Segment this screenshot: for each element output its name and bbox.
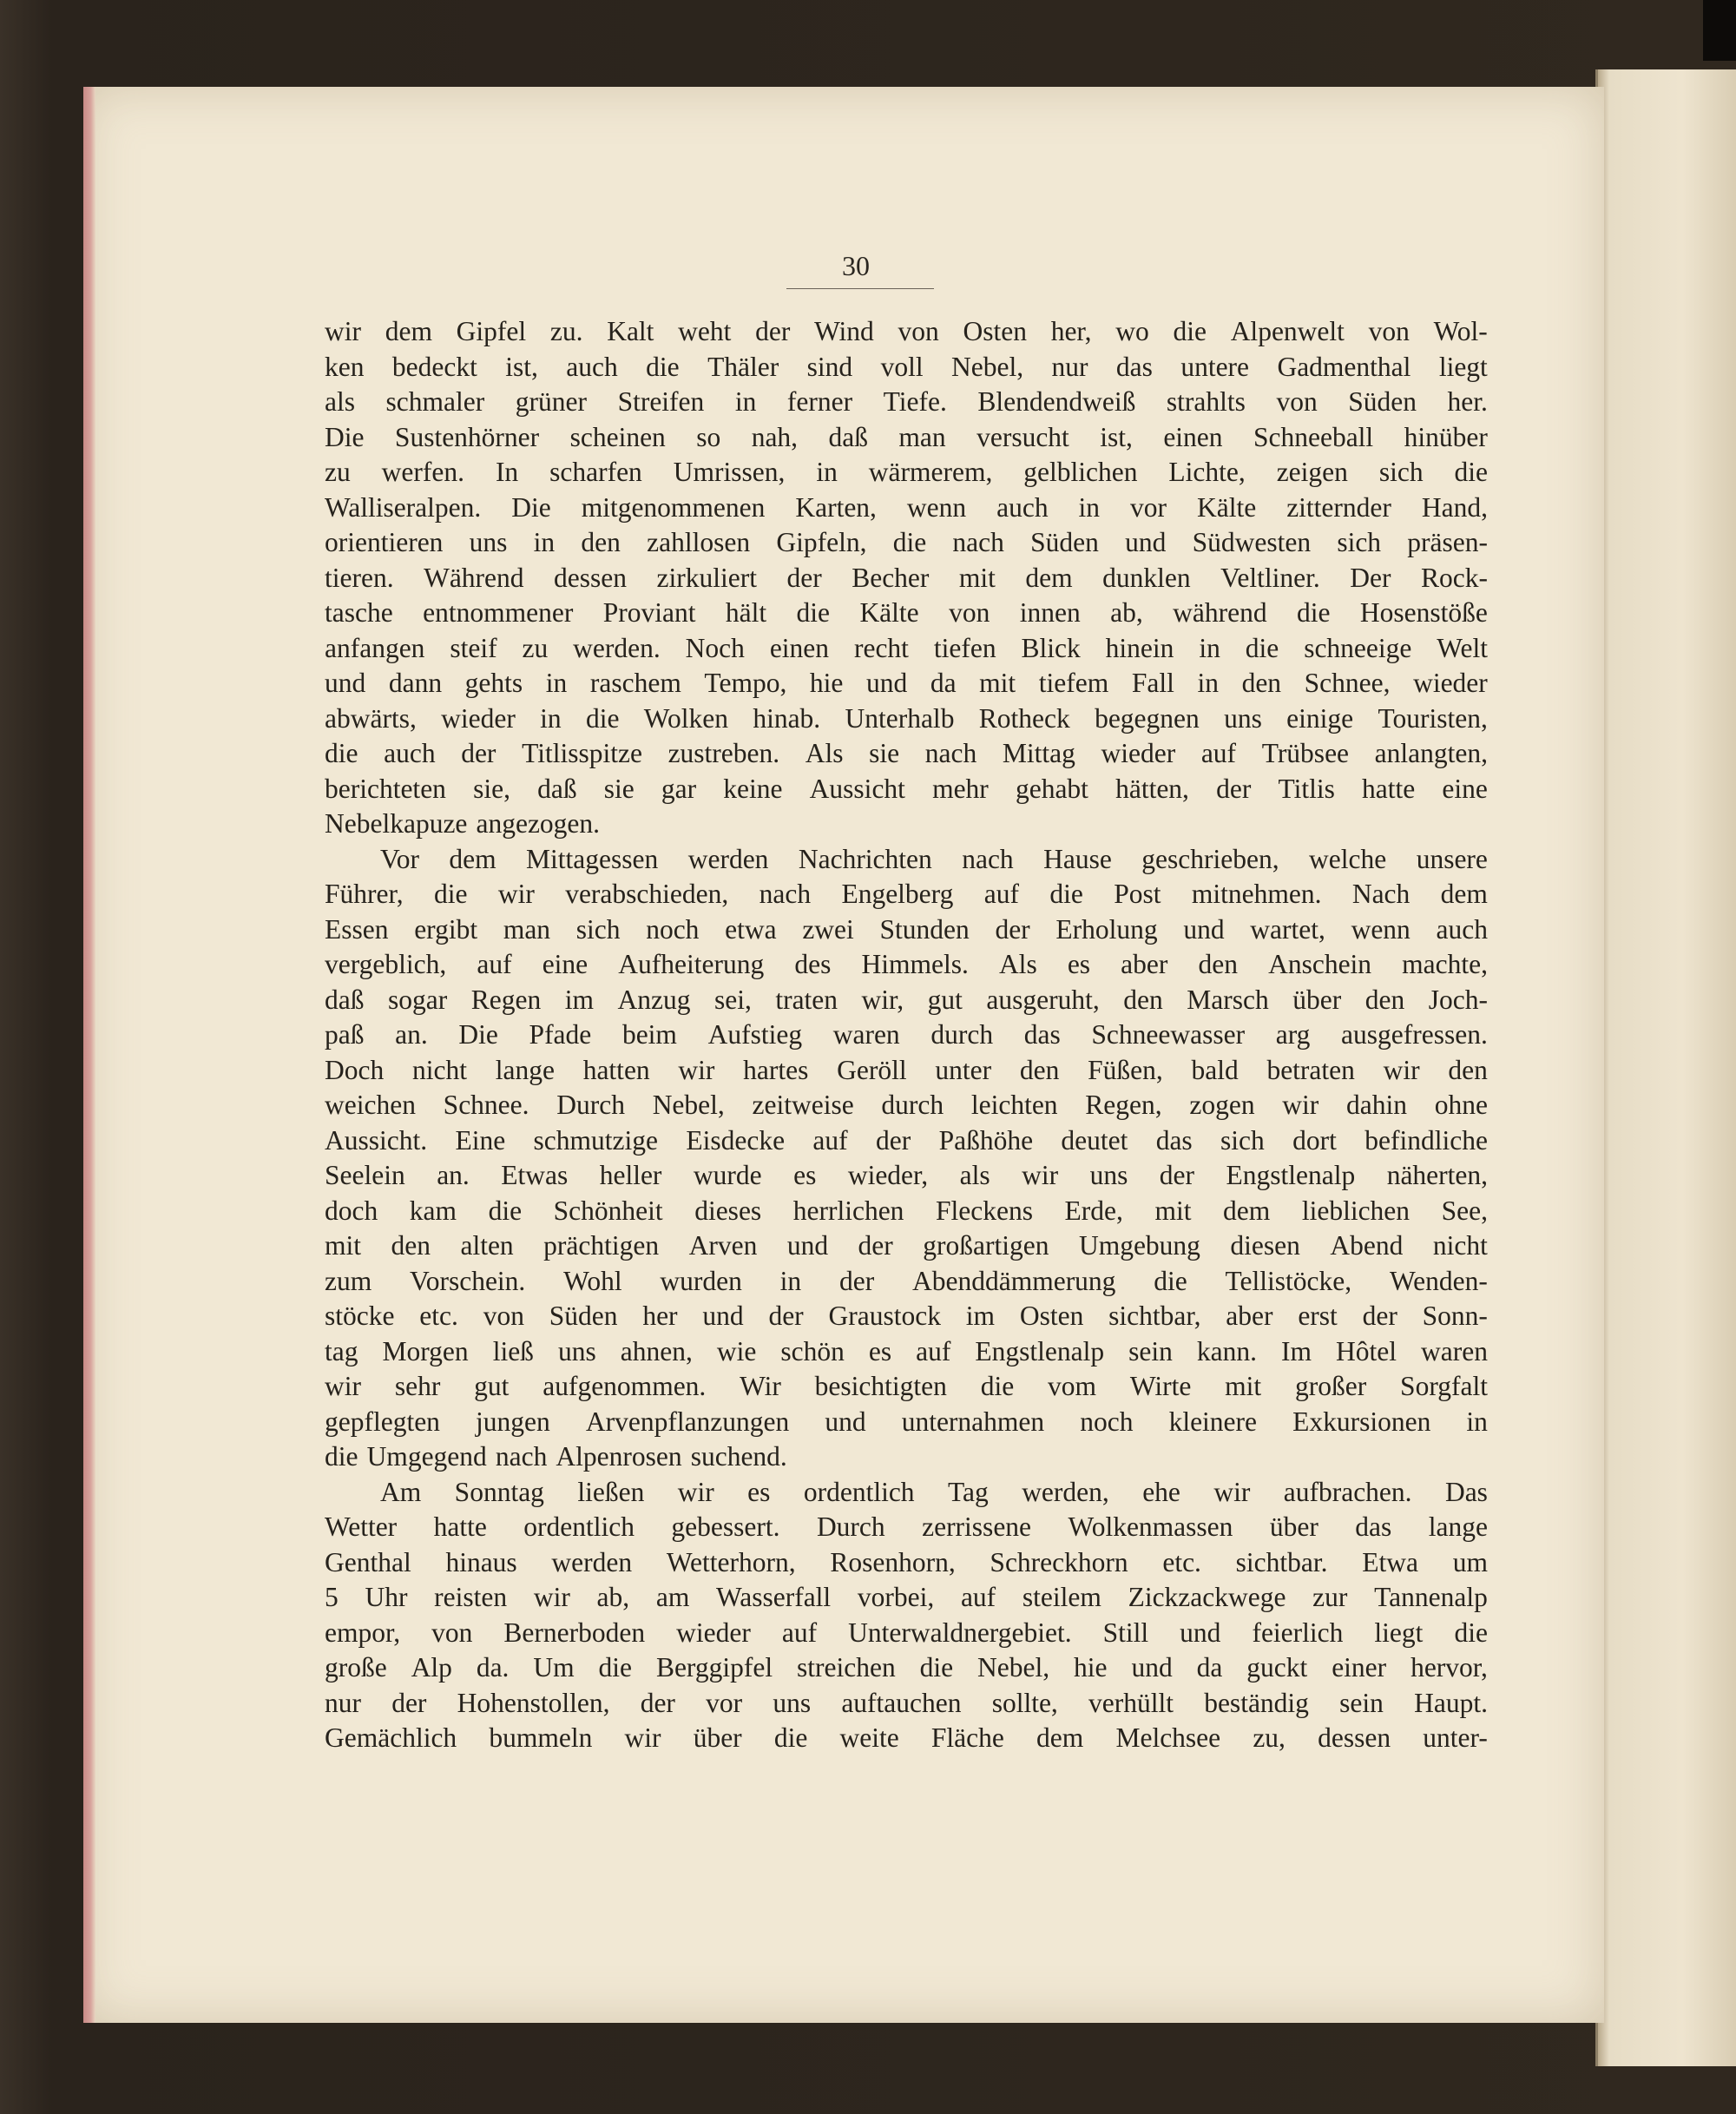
- paragraph: [325, 314, 1488, 842]
- text-line: wir sehr gut aufgenommen. Wir besichtigten die vom Wirte mit großer Sorgfalt: [325, 1371, 1488, 1401]
- page-binding-edge: [83, 87, 95, 2023]
- text-line: Wetter hatte ordentlich gebessert. Durch zerrissene Wolkenmassen über das lange: [325, 1511, 1488, 1542]
- text-line: ken bedeckt ist, auch die Thäler sind voll Nebel, nur das untere Gadmenthal liegt: [325, 351, 1488, 382]
- text-line: Vor dem Mittagessen werden Nachrichten nach Hause geschrieben, welche unsere: [380, 843, 1488, 874]
- page-number: 30: [842, 250, 870, 281]
- text-line: wir dem Gipfel zu. Kalt weht der Wind von Osten her, wo die Alpenwelt von Wol-: [325, 316, 1488, 346]
- paragraph: [325, 1475, 1488, 1756]
- text-line: doch kam die Schönheit dieses herrlichen Fleckens Erde, mit dem lieblichen See,: [325, 1195, 1488, 1226]
- body-text: [325, 314, 1488, 1756]
- text-line: Gemächlich bummeln wir über die weite Fläche dem Melchsee zu, dessen unter-: [325, 1722, 1488, 1753]
- text-line: nur der Hohenstollen, der vor uns auftauchen sollte, verhüllt beständig sein Haupt.: [325, 1687, 1488, 1718]
- text-line: daß sogar Regen im Anzug sei, traten wir, gut ausgeruht, den Marsch über den Joch-: [325, 984, 1488, 1015]
- text-line: tieren. Während dessen zirkuliert der Becher mit dem dunklen Veltliner. Der Rock-: [325, 562, 1488, 593]
- text-line: und dann gehts in raschem Tempo, hie und da mit tiefem Fall in den Schnee, wieder: [325, 668, 1488, 698]
- text-line: orientieren uns in den zahllosen Gipfeln, die nach Süden und Südwesten sich präsen-: [325, 527, 1488, 557]
- text-line: tasche entnommener Proviant hält die Kälte von innen ab, während die Hosenstöße: [325, 597, 1488, 628]
- text-line: Seelein an. Etwas heller wurde es wieder, als wir uns der Engstlenalp näherten,: [325, 1160, 1488, 1190]
- text-line: Nebelkapuze angezogen.: [325, 808, 601, 839]
- text-line: gepflegten jungen Arvenpflanzungen und unternahmen noch kleinere Exkursionen in: [325, 1406, 1488, 1437]
- text-line: Die Sustenhörner scheinen so nah, daß man versucht ist, einen Schneeball hinüber: [325, 421, 1488, 452]
- paragraph: [325, 842, 1488, 1475]
- text-line: paß an. Die Pfade beim Aufstieg waren durch das Schneewasser arg ausgefressen.: [325, 1019, 1488, 1050]
- text-line: 5 Uhr reisten wir ab, am Wasserfall vorbei, auf steilem Zickzackwege zur Tannenalp: [325, 1582, 1488, 1612]
- text-line: zu werfen. In scharfen Umrissen, in wärmerem, gelblichen Lichte, zeigen sich die: [325, 457, 1488, 487]
- facing-page-edge: [1595, 69, 1736, 2066]
- text-line: stöcke etc. von Süden her und der Graustock im Osten sichtbar, aber erst der Sonn-: [325, 1301, 1488, 1331]
- text-line: anfangen steif zu werden. Noch einen recht tiefen Blick hinein in die schneeige Welt: [325, 632, 1488, 663]
- text-line: abwärts, wieder in die Wolken hinab. Unterhalb Rotheck begegnen uns einige Touristen,: [325, 702, 1488, 734]
- book-page: [83, 87, 1604, 2023]
- text-line: weichen Schnee. Durch Nebel, zeitweise durch leichten Regen, zogen wir dahin ohne: [325, 1090, 1488, 1120]
- text-line: empor, von Bernerboden wieder auf Unterwaldnergebiet. Still und feierlich liegt die: [325, 1617, 1488, 1648]
- text-line: als schmaler grüner Streifen in ferner Tiefe. Blendendweiß strahlts von Süden her.: [325, 386, 1488, 417]
- text-line: Führer, die wir verabschieden, nach Engelberg auf die Post mitnehmen. Nach dem: [325, 879, 1488, 909]
- text-line: zum Vorschein. Wohl wurden in der Abenddämmerung die Tellistöcke, Wenden-: [325, 1265, 1488, 1296]
- text-line: tag Morgen ließ uns ahnen, wie schön es auf Engstlenalp sein kann. Im Hôtel waren: [325, 1335, 1488, 1367]
- text-line: die auch der Titlisspitze zustreben. Als sie nach Mittag wieder auf Trübsee anlangten,: [325, 738, 1488, 768]
- text-line: die Umgegend nach Alpenrosen suchend.: [325, 1441, 787, 1472]
- text-line: Am Sonntag ließen wir es ordentlich Tag werden, ehe wir aufbrachen. Das: [380, 1476, 1488, 1507]
- text-line: berichteten sie, daß sie gar keine Aussicht mehr gehabt hätten, der Titlis hatte eine: [325, 773, 1488, 804]
- text-line: vergeblich, auf eine Aufheiterung des Himmels. Als es aber den Anschein machte,: [325, 949, 1488, 979]
- text-line: Doch nicht lange hatten wir hartes Geröll unter den Füßen, bald betraten wir den: [325, 1054, 1488, 1085]
- page-number-rule: [786, 288, 934, 289]
- text-line: mit den alten prächtigen Arven und der großartigen Umgebung diesen Abend nicht: [325, 1230, 1488, 1261]
- text-line: Walliseralpen. Die mitgenommenen Karten, wenn auch in vor Kälte zitternder Hand,: [325, 491, 1488, 523]
- text-line: Essen ergibt man sich noch etwa zwei Stunden der Erholung und wartet, wenn auch: [325, 913, 1488, 945]
- scan-dark-corner: [1703, 0, 1736, 61]
- text-line: Aussicht. Eine schmutzige Eisdecke auf der Paßhöhe deutet das sich dort befindliche: [325, 1124, 1488, 1156]
- text-line: große Alp da. Um die Berggipfel streichen die Nebel, hie und da guckt einer hervor,: [325, 1652, 1488, 1683]
- text-line: Genthal hinaus werden Wetterhorn, Rosenhorn, Schreckhorn etc. sichtbar. Etwa um: [325, 1546, 1488, 1577]
